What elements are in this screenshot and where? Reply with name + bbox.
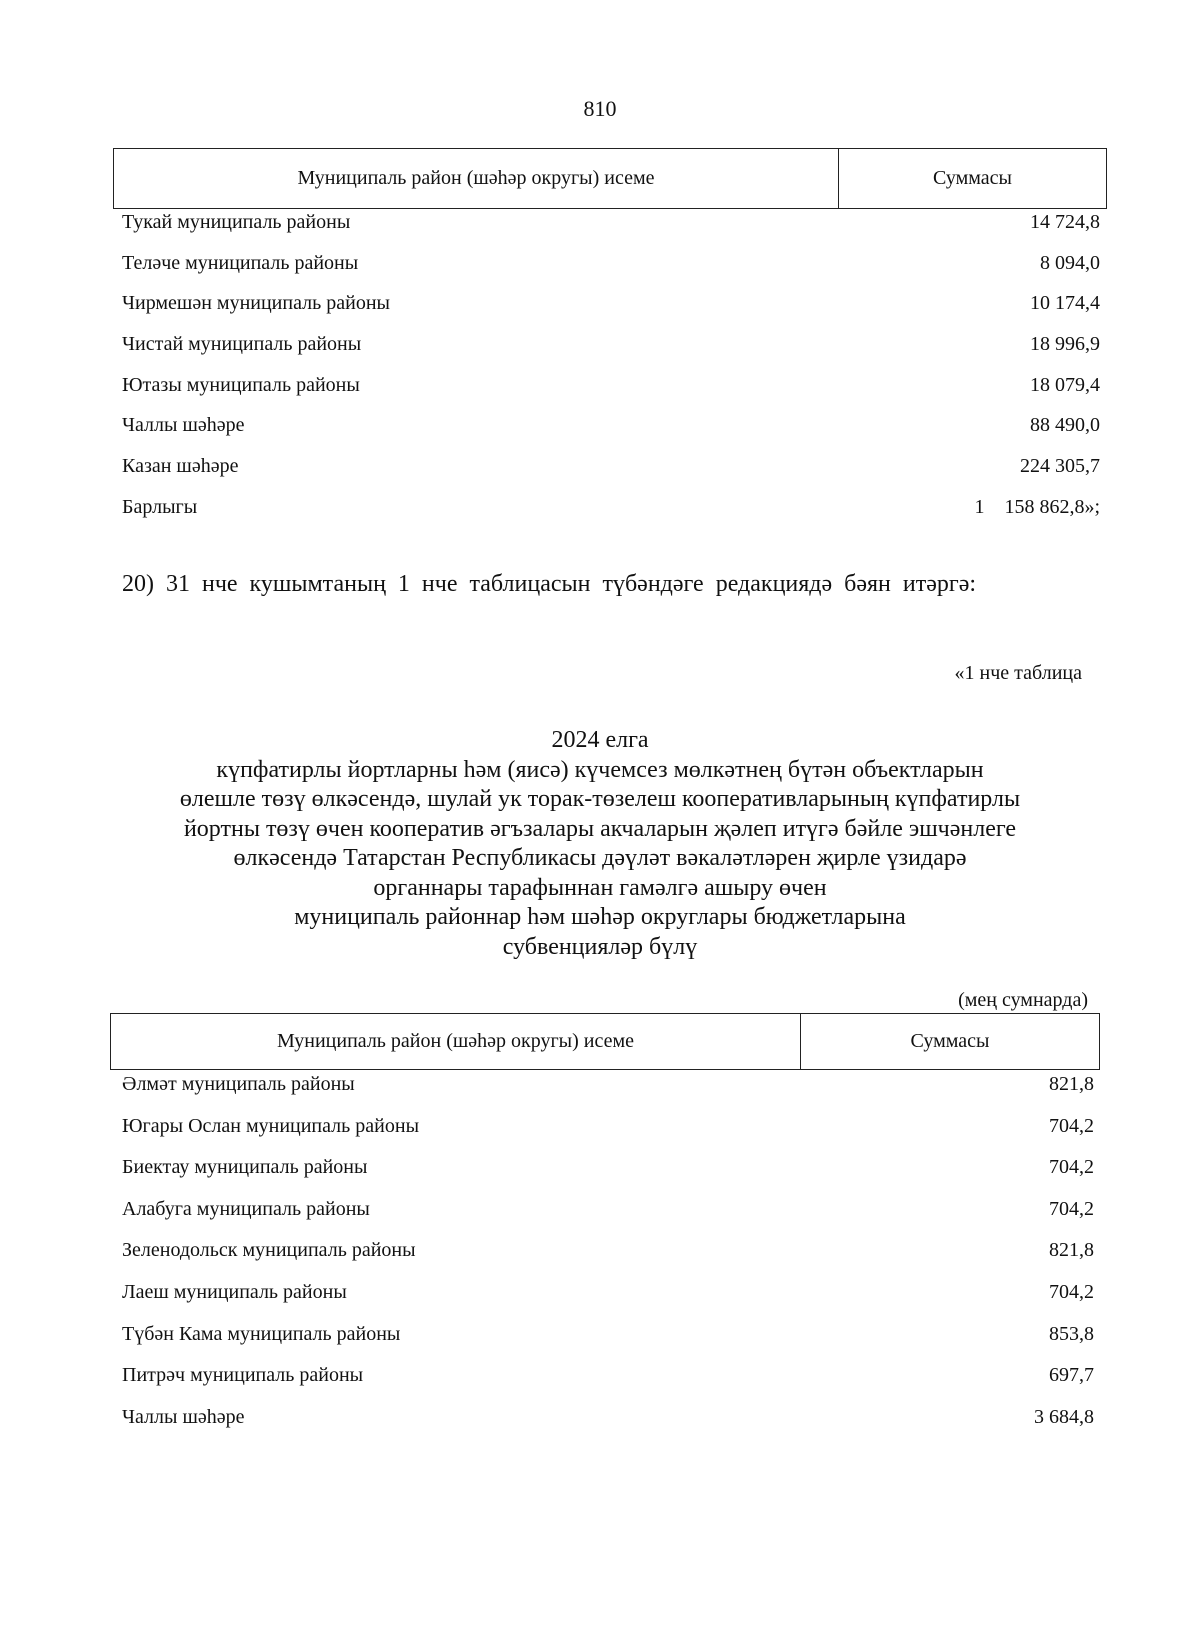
row-name: Тукай муниципаль районы bbox=[122, 211, 351, 233]
row-name: Казан шәһәре bbox=[122, 455, 239, 478]
title-line: органнары тарафыннан гамәлгә ашыру өчен bbox=[373, 874, 827, 901]
table1-header bbox=[113, 148, 1107, 209]
table2-sum-column-header: Суммасы bbox=[910, 1030, 990, 1052]
table-row bbox=[122, 1153, 1094, 1195]
row-amount: 704,2 bbox=[1049, 1197, 1094, 1220]
table-row bbox=[122, 250, 1100, 291]
table-row bbox=[122, 331, 1100, 372]
row-amount: 704,2 bbox=[1049, 1156, 1094, 1179]
table-row bbox=[122, 412, 1100, 453]
row-name: Питрәч муниципаль районы bbox=[122, 1364, 364, 1387]
row-amount: 853,8 bbox=[1049, 1322, 1094, 1345]
table-row bbox=[122, 1112, 1094, 1154]
table-row bbox=[122, 1403, 1094, 1445]
title-line: йортны төзү өчен кооператив әгъзалары акчаларын җәлеп итүгә бәйле эшчәнлеге bbox=[183, 815, 1017, 842]
row-amount: 821,8 bbox=[1049, 1239, 1094, 1262]
row-name: Лаеш муниципаль районы bbox=[122, 1280, 347, 1303]
page-number: 810 bbox=[583, 96, 617, 121]
row-name: Ютазы муниципаль районы bbox=[122, 373, 360, 396]
row-name: Алабуга муниципаль районы bbox=[122, 1197, 370, 1220]
table-row bbox=[122, 1278, 1094, 1320]
table-row bbox=[122, 453, 1100, 494]
amendment-paragraph: 20) 31 нче кушымтаның 1 нче таблицасын түбәндәге редакциядә бәян итәргә: bbox=[122, 571, 977, 597]
row-name: Теләче муниципаль районы bbox=[122, 251, 359, 274]
row-amount: 224 305,7 bbox=[1020, 455, 1100, 478]
row-amount: 18 079,4 bbox=[1030, 373, 1100, 396]
row-amount: 821,8 bbox=[1049, 1073, 1094, 1095]
table1-name-column-header: Муниципаль район (шәһәр округы) исеме bbox=[114, 149, 839, 208]
title-line: өлкәсендә Татарстан Республикасы дәүләт вәкаләтләрен җирле үзидарә bbox=[233, 845, 967, 871]
row-amount: 697,7 bbox=[1049, 1364, 1094, 1387]
table2-name-column-header: Муниципаль район (шәһәр округы) исеме bbox=[111, 1014, 801, 1069]
table2-header bbox=[110, 1013, 1100, 1070]
row-name: Чирмешән муниципаль районы bbox=[122, 292, 390, 315]
table-row bbox=[122, 209, 1100, 250]
table-row bbox=[122, 1195, 1094, 1237]
table-row bbox=[122, 372, 1100, 413]
total-amount-prefix: 1 bbox=[974, 495, 985, 518]
title-year-line: 2024 елга bbox=[551, 727, 649, 753]
table-row bbox=[122, 1320, 1094, 1362]
table-title bbox=[100, 726, 1100, 962]
total-amount bbox=[974, 494, 1100, 520]
row-name: Зеленодольск муниципаль районы bbox=[122, 1239, 416, 1262]
total-amount-value: 158 862,8»; bbox=[1004, 495, 1100, 518]
row-name: Әлмәт муниципаль районы bbox=[122, 1073, 355, 1095]
table-row bbox=[122, 290, 1100, 331]
total-row bbox=[122, 494, 1100, 535]
units-note: (мең сумнарда) bbox=[958, 989, 1088, 1011]
table-row bbox=[122, 1361, 1094, 1403]
table-row bbox=[122, 1070, 1094, 1112]
row-amount: 14 724,8 bbox=[1030, 211, 1100, 233]
title-line: күпфатирлы йортларны һәм (яисә) күчемсез мөлкәтнең бүтән объектларын bbox=[216, 756, 984, 783]
row-name: Чистай муниципаль районы bbox=[122, 333, 362, 356]
row-amount: 88 490,0 bbox=[1030, 414, 1100, 437]
row-amount: 704,2 bbox=[1049, 1280, 1094, 1303]
row-amount: 18 996,9 bbox=[1030, 333, 1100, 356]
table1-sum-column-header: Суммасы bbox=[933, 167, 1012, 189]
title-line: өлешле төзү өлкәсендә, шулай ук торак-төзелеш кооперативларының күпфатирлы bbox=[179, 786, 1021, 812]
row-amount: 704,2 bbox=[1049, 1114, 1094, 1137]
table-row bbox=[122, 1236, 1094, 1278]
row-name: Биектау муниципаль районы bbox=[122, 1156, 368, 1179]
title-line: муниципаль районнар һәм шәһәр округлары бюджетларына bbox=[294, 904, 906, 930]
row-name: Чаллы шәһәре bbox=[122, 414, 245, 437]
row-amount: 10 174,4 bbox=[1030, 292, 1100, 315]
row-amount: 3 684,8 bbox=[1034, 1405, 1094, 1428]
table2-body bbox=[122, 1070, 1094, 1444]
title-line: субвенцияләр бүлү bbox=[502, 933, 698, 960]
table1-body bbox=[122, 209, 1100, 535]
row-amount: 8 094,0 bbox=[1040, 251, 1100, 274]
row-name: Чаллы шәһәре bbox=[122, 1405, 245, 1428]
row-name: Югары Ослан муниципаль районы bbox=[122, 1114, 420, 1137]
total-label: Барлыгы bbox=[122, 495, 198, 518]
row-name: Түбән Кама муниципаль районы bbox=[122, 1322, 401, 1345]
table-label: «1 нче таблица bbox=[954, 662, 1082, 684]
